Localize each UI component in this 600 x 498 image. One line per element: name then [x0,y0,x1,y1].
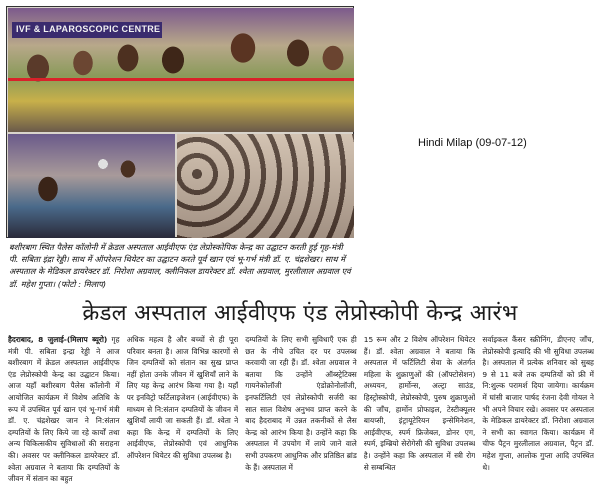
centre-banner: IVF & LAPAROSCOPIC CENTRE [12,22,162,38]
article-column-text: गृह मंत्री पी. सबिता इन्द्रा रेड्डी ने आज बशीरबाग में क्रेडल अस्पताल आईवीएफ एंड लेप्रोस्कोपी केन्द्र का उद्घाटन किया। आज यहाँ बशीरबाग पैलेस कॉलोनी में आयोजित कार्यक्रम में विशेष अतिथि के रूप में उपस्थित पूर्व खान एवं भू-गर्भ मंत्री डॉ. ए. चंद्रशेखर जान ने नि:संतान दम्पतियों के लिए किये जा रहे कार्यों तथा अन्य चिकित्सकीय सुविधाओं की सराहना की। अवसर पर क्लीनिकल डायरेक्टर डॉ. श्वेता अग्रवाल ने बताया कि दम्पतियों के जीवन में संतान का बहुत [8,335,120,484]
inauguration-ribbon [8,78,354,81]
article-column-5: सर्वाइकल कैंसर स्क्रीनिंग, डीएनए जाँच, लेप्रोस्कोपी इत्यादि की भी सुविधा उपलब्ध है। अस्पताल में प्रत्येक शनिवार को सुबह 9 से 11 बजे तक दम्पतियों को फ्री में नि:शुल्क परामर्श दिया जायेगा। कार्यक्रम में घांसी बाजार पार्षद रंजना देवी गोयल ने भी अपने विचार रखे। अवसर पर अस्पताल के मेडिकल डायरेक्टर डॉ. निरोशा अग्रवाल ने सभी का स्वागत किया। कार्यक्रम में चीफ पैट्रन मुरलीलाल अग्रवाल, पैट्रन डॉ. महेश गुप्ता, आलोक गुप्ता आदि उपस्थित थे। [482,335,594,472]
photo-collage [6,6,354,238]
article-dateline: हैदराबाद, 8 जुलाई-(मिलाप ब्यूरो) [8,335,108,344]
audience-photo [177,134,354,238]
source-label: Hindi Milap (09-07-12) [418,137,527,149]
article-column-1 [8,334,120,494]
photo-caption: बशीरबाग स्थित पैलेस कॉलोनी में क्रेडल अस्पताल आईवीएफ एंड लेप्रोस्कोपिक केन्द्र का उद्घाटन करती हुई गृह-मंत्री पी. सबिता इंद्रा रेड्डी। साथ में ऑपरेशन थियेटर का उद्घाटन करते पूर्व खान एवं भू-गर्भ मंत्री डॉ. ए. चंद्रशेखर। साथ में अस्पताल के मेडिकल डायरेक्टर डॉ. निरोशा अग्रवाल, क्लीनिकल डायरेक्टर डॉ. श्वेता अग्रवाल, मुरलीलाल अग्रवाल एवं डॉ. महेश गुप्ता। (फोटो : मिलाप) [9,242,351,289]
article-column-4: 15 रूम और 2 विशेष ऑपरेशन थियेटर हैं। डॉ. श्वेता अग्रवाल ने बताया कि अस्पताल में फर्टिलिटी सेवा के अंतर्गत महिला के शुक्राणुओं की (ऑफ्टोसेशन) अध्ययन, हार्मोन्स, अल्ट्रा साउंड, हिस्ट्रोस्कोपी, लेप्रोस्कोपी, पुरुष शुक्राणुओं की जाँच, हार्मोन प्रोफाइल, टेस्टीक्यूलर बायप्सी, इंट्रायूटेरियन इन्सेमिनेशन, आईवीएफ, स्पर्म फ्रिजेबल, डोनर एग, स्पर्म, इम्ब्रियो सेरोगेसी की सुविधा उपलब्ध है। उन्होंने कहा कि अस्पताल में स्त्री रोग से सम्बन्धित [363,335,476,472]
inauguration-photo [8,8,354,132]
speaker-photo [8,134,175,238]
article-headline: क्रेडल अस्पताल आईवीएफ एंड लेप्रोस्कोपी केन्द्र आरंभ [82,301,518,326]
article-body [8,334,594,494]
article-column-2: अधिक महत्व है और बच्चों से ही पूरा परिवार बनता है। आज विभिन्न कारणों से जिन दम्पतियों को संतान का सुख प्राप्त नहीं होता उनके जीवन में खुशियाँ लाने के लिए यह केन्द्र आरंभ किया गया है। यहाँ पर इनविट्रो फर्टिलाइजेशन (आईवीएफ) के माध्यम से नि:संतान दम्पतियों के जीवन में खुशियाँ लायी जा सकती हैं। डॉ. श्वेता ने कहा कि केन्द्र में दम्पतियों के लिए आईवीएफ, लेप्रोस्कोपी एवं आधुनिक ऑपरेशन थियेटर की सुविधा उपलब्ध है। [126,335,239,460]
article-column-3: दम्पतियों के लिए सभी सुविधाएँ एक ही छत के नीचे उचित दर पर उपलब्ध करवायी जा रही हैं। डॉ. श्वेता अग्रवाल ने बताया कि उन्होंने ऑब्स्ट्रेटिक्स गायनेकोलॉजी एंडोक्रोनोलॉजी, इनफर्टिलिटी एवं लेप्रोस्कोपी सर्जरी का सात साल विशेष अनुभव प्राप्त करने के बाद हैदराबाद में उन्नत तकनीकों से लैस केन्द्र को आरंभ किया है। उन्होंने कहा कि अस्पताल में उपयोग में लाये जाने वाले सभी उपकरण आधुनिक और प्रतिष्ठित ब्रांड के हैं। अस्पताल में [245,335,357,472]
